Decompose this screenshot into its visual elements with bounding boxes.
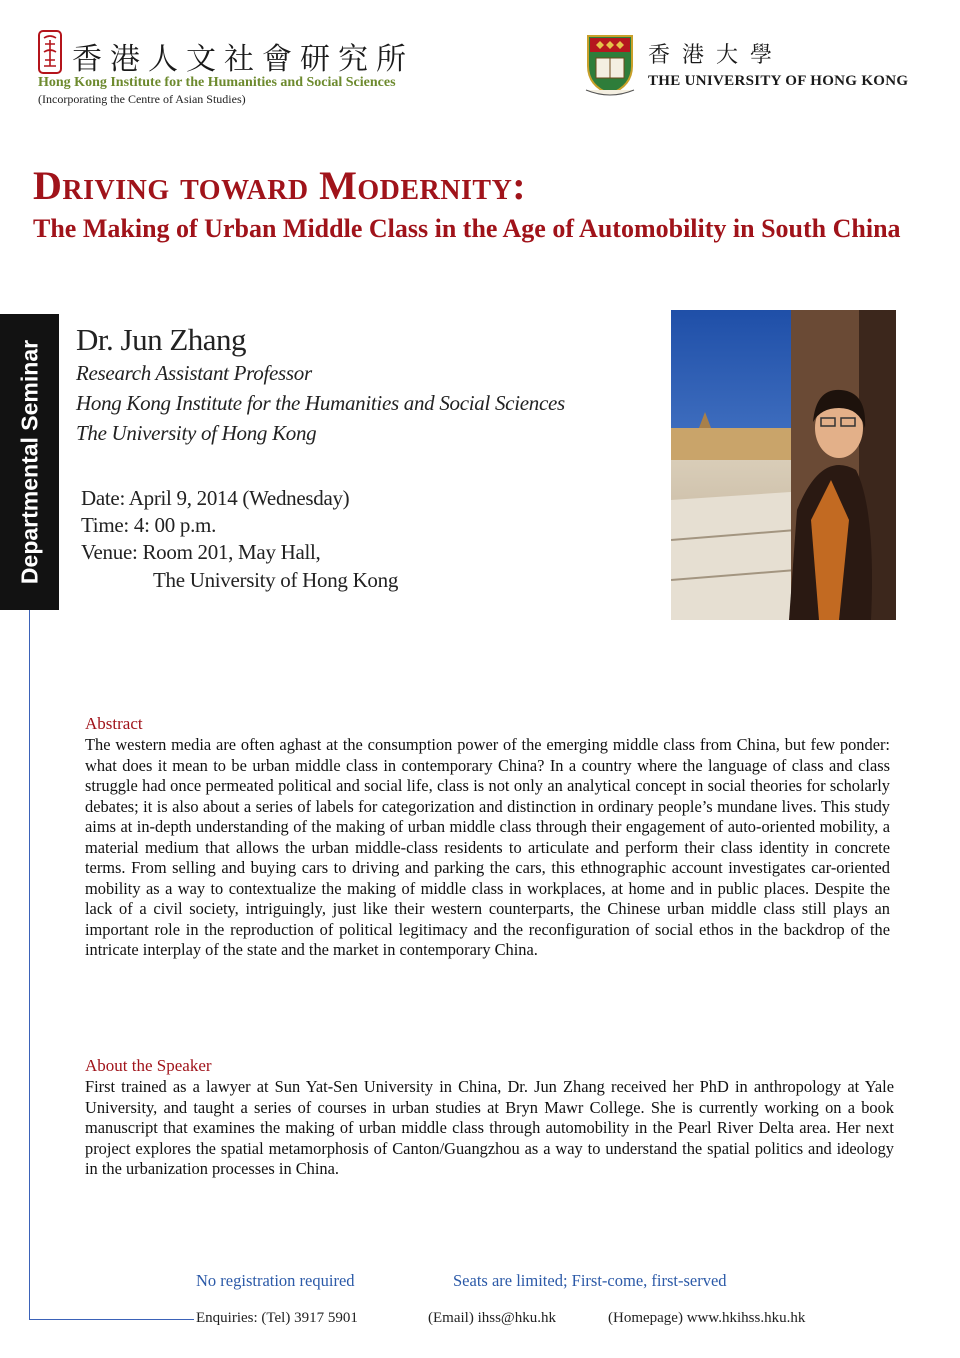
speaker-position: Research Assistant Professor <box>76 361 312 385</box>
speaker-institute: Hong Kong Institute for the Humanities and Social Sciences <box>76 391 565 415</box>
event-date: Date: April 9, 2014 (Wednesday) <box>81 486 350 510</box>
event-time: Time: 4: 00 p.m. <box>81 513 217 537</box>
abstract-heading: Abstract <box>85 714 143 733</box>
departmental-seminar-tab <box>0 314 59 610</box>
hku-english-name: THE UNIVERSITY OF HONG KONG <box>648 73 909 89</box>
enquiries-homepage[interactable]: (Homepage) www.hkihss.hku.hk <box>608 1310 806 1326</box>
ihss-subtitle: (Incorporating the Centre of Asian Studies) <box>38 92 246 106</box>
hku-chinese-name: 香港大學 <box>648 43 785 68</box>
about-speaker-text: First trained as a lawyer at Sun Yat-Sen University in China, Dr. Jun Zhang received her PhD in anthropology at Yale University, and taught a series of courses in urban studies at Bryn Mawr College. She is currently working on a book manuscript that examines the making of urban middle class through automobility in the Pearl River Delta area. Her next project explores the spatial metamorphosis of Canton/Guangzhou as a way to understand the spatial politics and ideology in the urbanization processes in China. <box>85 1077 894 1178</box>
speaker-photo <box>671 310 896 620</box>
seminar-title: Driving toward Modernity: <box>33 163 527 208</box>
speaker-name: Dr. Jun Zhang <box>76 322 247 357</box>
seats-limited-note: Seats are limited; First-come, first-served <box>453 1271 727 1290</box>
about-speaker-heading: About the Speaker <box>85 1056 212 1075</box>
side-tab-label: Departmental Seminar <box>16 339 42 585</box>
enquiries-telephone: Enquiries: (Tel) 3917 5901 <box>196 1310 358 1326</box>
side-rule-horizontal <box>29 1319 194 1320</box>
ihss-english-name: Hong Kong Institute for the Humanities and Social Sciences <box>38 75 396 90</box>
enquiries-email[interactable]: (Email) ihss@hku.hk <box>428 1310 556 1326</box>
abstract-text: The western media are often aghast at the consumption power of the emerging middle class from China, but few ponder: what does it mean to be urban middle class in contemporary China? In a country where the language of class and class struggle had once permeated political and social life, class is not only an analytical concept in social theories for scholarly debates; it is also about a series of labels for categorization and distinction in ordinary people’s mundane lives. This study aims at in-depth understanding of the making of urban middle class through their engagement of auto-oriented mobility, a material medium that allows the urban middle-class residents to articulate and perform their class identity in concrete terms. From selling and buying cars to driving and parking the cars, this ethnographic account investigates car-oriented mobility as a way to contextualize the making of middle class in workplaces, at home and in public places. Despite the lack of a civil society, intriguingly, just like their western counterparts, the Chinese urban middle class still plays an important role in the reproduction of political legitimacy and the reconfiguration of social ethos in the backdrop of the intricate interplay of the state and the market in contemporary China. <box>85 735 890 959</box>
ihss-chinese-name: 香港人文社會研究所 <box>72 42 414 77</box>
seminar-subtitle: The Making of Urban Middle Class in the Age of Automobility in South China <box>33 214 901 243</box>
side-rule-vertical <box>29 610 30 1320</box>
event-venue: Venue: Room 201, May Hall, <box>81 540 321 564</box>
event-venue-continued: The University of Hong Kong <box>153 568 399 592</box>
no-registration-note: No registration required <box>196 1271 355 1290</box>
hku-crest-logo <box>582 32 638 98</box>
speaker-university: The University of Hong Kong <box>76 421 317 445</box>
ihss-seal-logo <box>38 30 62 74</box>
